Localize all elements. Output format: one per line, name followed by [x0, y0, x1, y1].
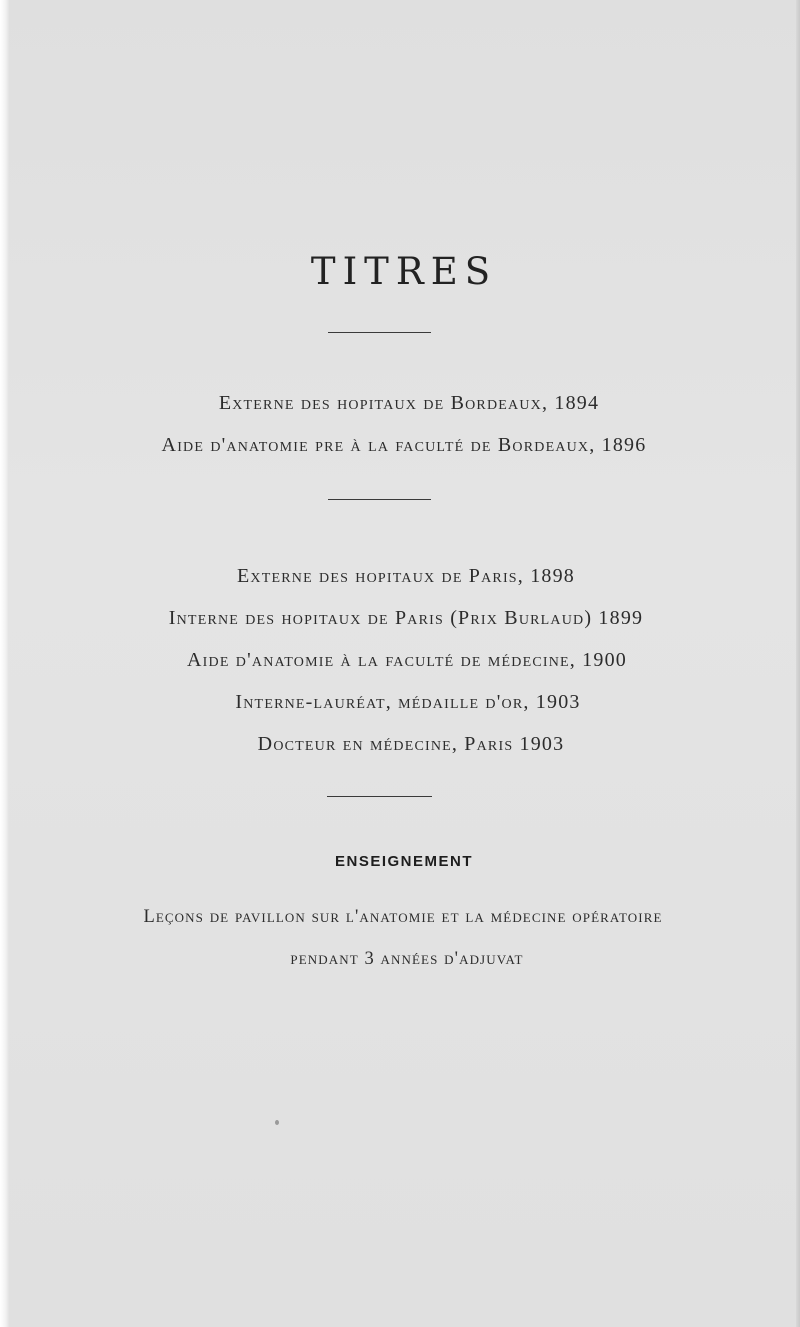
divider-1 — [328, 332, 431, 333]
title-line-bordeaux-aide: Aide d'anatomie pre à la faculté de Bordeaux, 1896 — [161, 434, 647, 456]
divider-2 — [328, 499, 431, 500]
teaching-line-1: Leçons de pavillon sur l'anatomie et la médecine opératoire — [143, 907, 663, 927]
page-title: TITRES — [310, 250, 498, 293]
title-line-bordeaux-externe: Externe des hopitaux de Bordeaux, 1894 — [218, 392, 600, 414]
title-line-paris-laureat: Interne-lauréat, médaille d'or, 1903 — [235, 691, 581, 713]
title-line-paris-interne: Interne des hopitaux de Paris (Prix Burlaud) 1899 — [168, 607, 644, 629]
divider-3 — [327, 796, 432, 797]
title-line-paris-docteur: Docteur en médecine, Paris 1903 — [257, 733, 565, 755]
paper-speck — [275, 1120, 279, 1125]
section-heading-enseignement: ENSEIGNEMENT — [334, 853, 473, 870]
title-line-paris-aide: Aide d'anatomie à la faculté de médecine, 1900 — [187, 649, 627, 671]
teaching-line-2: pendant 3 années d'adjuvat — [290, 949, 524, 969]
title-line-paris-externe: Externe des hopitaux de Paris, 1898 — [237, 565, 575, 587]
